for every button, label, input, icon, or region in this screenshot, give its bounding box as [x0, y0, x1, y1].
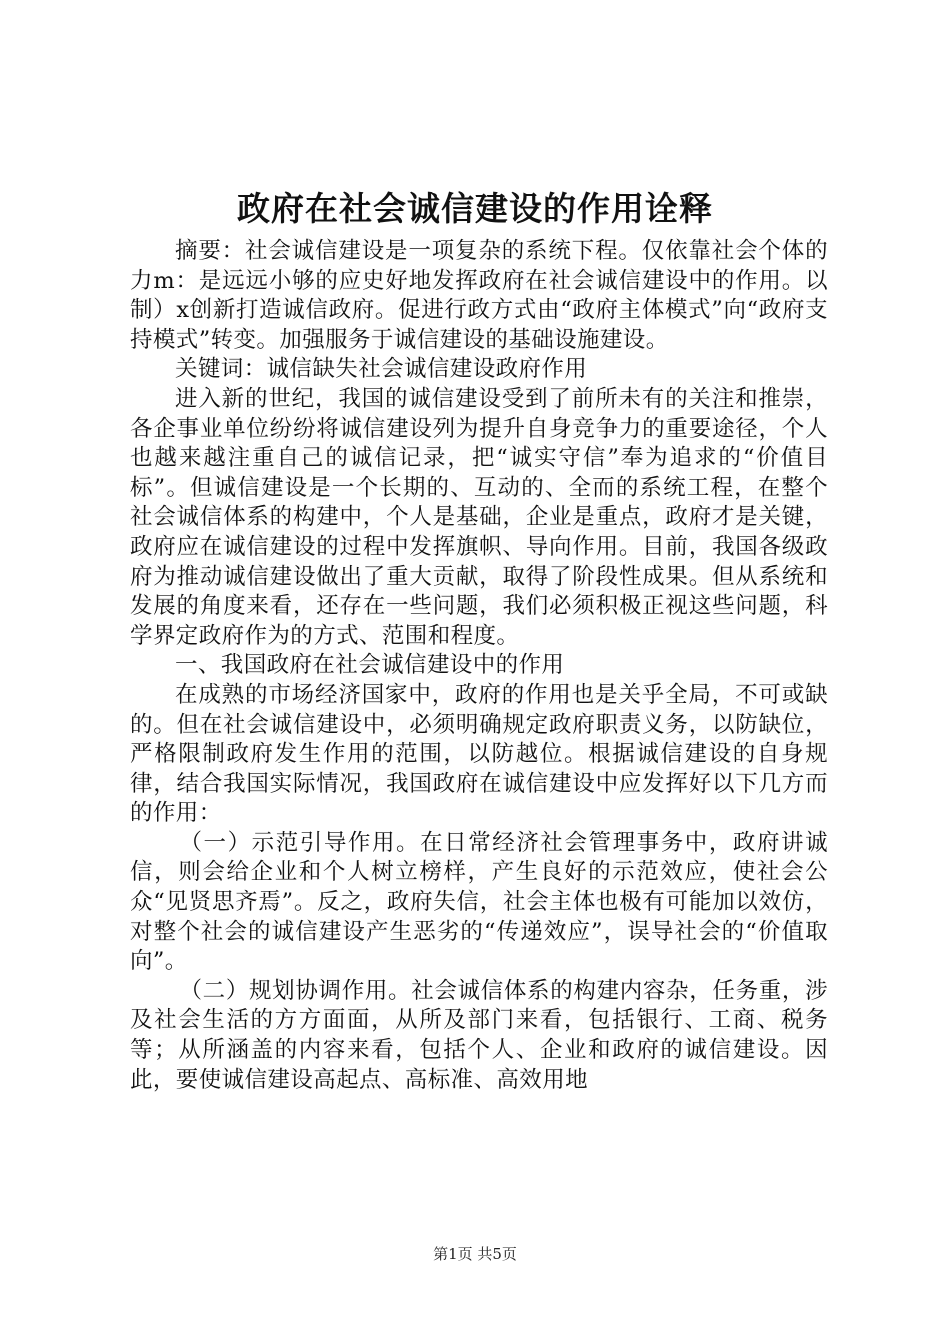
- abstract-paragraph: 摘要：社会诚信建设是一项复杂的系统下程。仅依靠社会个体的力m：是远远小够的应史好地发挥政府在社会诚信建设中的作用。以制）x创新打造诚信政府。促进行政方式由“政府主体模式”向“政府支持模式”转变。加强服务于诚信建设的基础设施建设。: [130, 238, 828, 353]
- keywords-paragraph: 关键词：诚信缺失社会诚信建设政府作用: [175, 356, 588, 383]
- section-heading: 一、我国政府在社会诚信建设中的作用: [175, 652, 565, 679]
- body-paragraph: 在成熟的市场经济国家中，政府的作用也是关乎全局，不可或缺的。但在社会诚信建设中，必须明确规定政府职责义务，以防缺位，严格限制政府发生作用的范围，以防越位。根据诚信建设的自身规律，结合我国实际情况，我国政府在诚信建设中应发挥好以下几方而的作用：: [130, 681, 828, 827]
- subsection-paragraph: （一）示范引导作用。在日常经济社会管理事务中，政府讲诚信，则会给企业和个人树立榜样，产生良好的示范效应，使社会公众“见贤思齐焉”。反之，政府失信，社会主体也极有可能加以效仿，对整个社会的诚信建设产生恶劣的“传递效应”，误导社会的“价值取向”。: [130, 829, 828, 975]
- document-body: [130, 237, 828, 1095]
- document-title: 政府在社会诚信建设的作用诠释: [237, 189, 713, 228]
- page-number-footer: 第1页 共5页: [433, 1245, 517, 1263]
- subsection-paragraph: （二）规划协调作用。社会诚信体系的构建内容杂，任务重，涉及社会生活的方方面面，从所及部门来看，包括银行、工商、税务等；从所涵盖的内容来看，包括个人、企业和政府的诚信建设。因此，要使诚信建设高起点、高标准、高效用地: [130, 977, 828, 1093]
- intro-paragraph: 进入新的世纪，我国的诚信建设受到了前所未有的关注和推崇，各企事业单位纷纷将诚信建设列为提升自身竞争力的重要途径，个人也越来越注重自己的诚信记录，把“诚实守信”奉为追求的“价值目标”。但诚信建设是一个长期的、互动的、全而的系统工程，在整个社会诚信体系的构建中，个人是基础，企业是重点，政府才是关键，政府应在诚信建设的过程中发挥旗帜、导向作用。目前，我国各级政府为推动诚信建设做出了重大贡献，取得了阶段性成果。但从系统和发展的角度来看，还存在一些问题，我们必须积极正视这些问题，科学界定政府作为的方式、范围和程度。: [130, 385, 828, 649]
